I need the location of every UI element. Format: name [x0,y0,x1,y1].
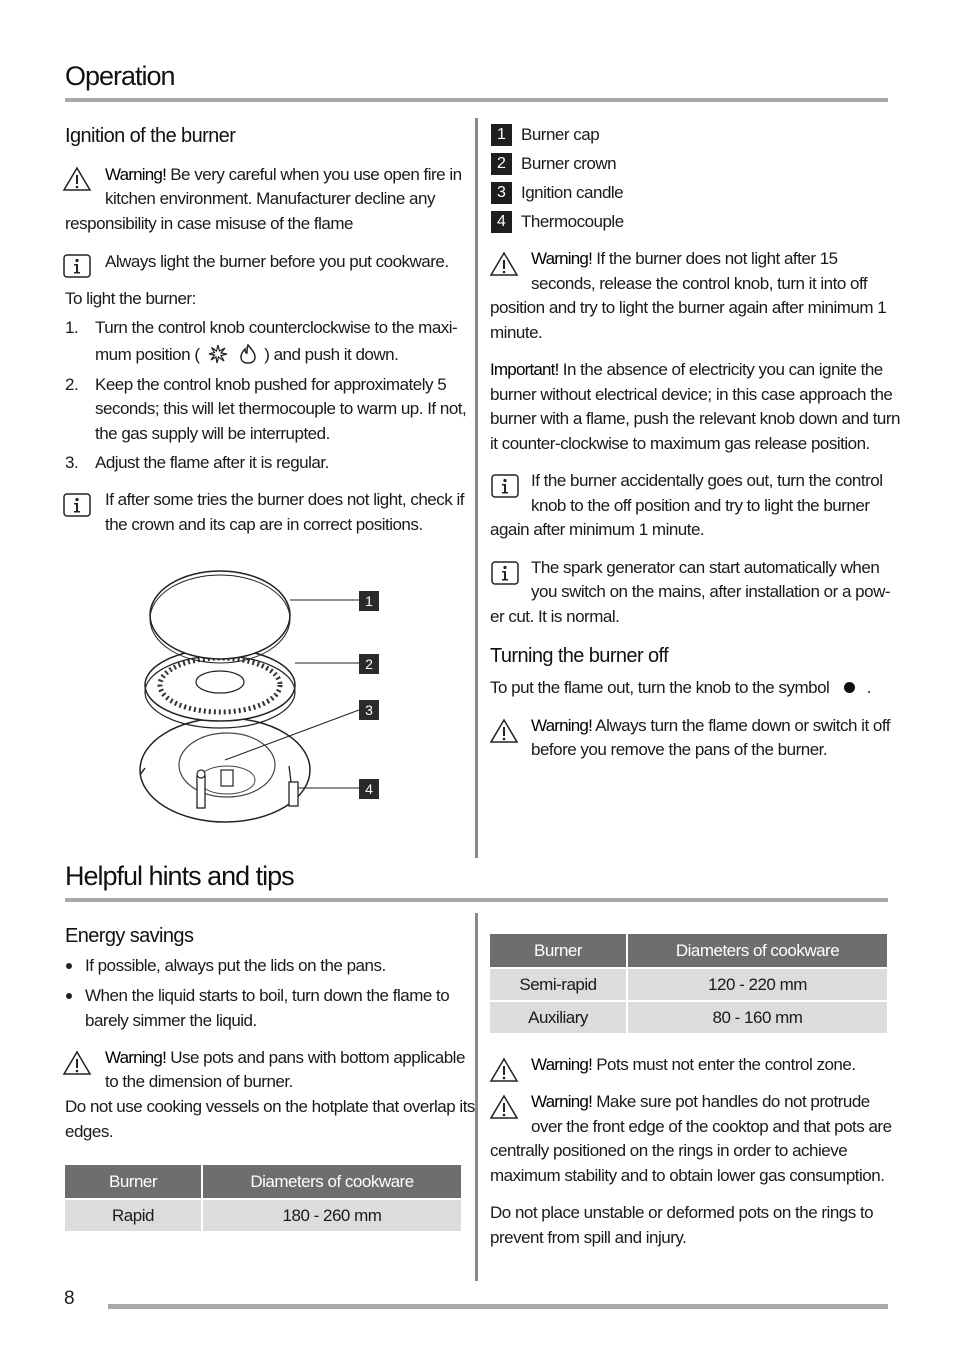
legend-number: 1 [491,124,512,146]
important-text: burner with a flame, push the relevant knob down and turn [490,409,900,428]
bullet-dot [66,963,72,969]
legend-number: 3 [491,182,512,204]
warning-line [105,163,462,188]
bullet-dot [66,993,72,999]
note-text: Do not use cooking vessels on the hotplate that overlap its [65,1097,475,1116]
table-header: Burner [490,934,627,968]
table-cell: 120 - 220 mm [627,968,887,1001]
bullet-text: If possible, always put the lids on the pans. [85,956,386,975]
important-text: In the absence of electricity you can ignite the [558,360,883,379]
callout-1: 1 [359,591,379,611]
step-number: 2. [65,375,79,394]
energy-heading: Energy savings [65,925,194,947]
cookware-table-others [490,934,887,1033]
warning-line [531,1053,856,1078]
warning-text: maximum stability and to obtain lower gas consumption. [490,1166,885,1185]
off-heading: Turning the burner off [490,645,669,667]
callout-4: 4 [359,779,379,799]
warning-text: over the front edge of the cooktop and that pots are [531,1117,892,1136]
step-text: the gas supply will be interrupted. [95,424,330,443]
burner-diagram [135,570,385,835]
note-text: edges. [65,1122,114,1141]
bullet-text: barely simmer the liquid. [85,1011,257,1030]
final-note: prevent from spill and injury. [490,1228,687,1247]
step-text: Turn the control knob counterclockwise to the maxi- [95,318,458,337]
info-text: The spark generator can start automatically when [531,558,880,577]
off-text [490,676,871,701]
warning-text: Be very careful when you use open fire in [166,165,462,184]
important-text: burner without electrical device; in this case approach the [490,385,893,404]
warning-line [105,1046,465,1071]
off-text: . [866,678,872,697]
info-icon [63,254,91,278]
warning-line [531,247,838,272]
info-text: you switch on the mains, after installation or a pow- [531,582,891,601]
legend-label: Burner cap [521,125,600,144]
warning-line [531,714,890,739]
warning-label: Warning! [105,1048,166,1067]
info-text: If the burner accidentally goes out, turn the control [531,471,883,490]
ignition-heading: Ignition of the burner [65,125,236,147]
flame-icon [240,344,256,364]
step-text: seconds; this will let thermocouple to warm up. If not, [95,399,467,418]
callout-2: 2 [359,654,379,674]
final-note: Do not place unstable or deformed pots on the rings to [490,1203,874,1222]
bullet-text: When the liquid starts to boil, turn down the flame to [85,986,450,1005]
spark-icon [208,344,228,364]
step-number: 1. [65,318,79,337]
warning-text: to the dimension of burner. [105,1072,293,1091]
warning-text: centrally positioned on the rings in order to achieve [490,1141,848,1160]
legend-label: Thermocouple [521,212,624,231]
warning-text: seconds, release the control knob, turn it into off [531,274,868,293]
legend-label: Ignition candle [521,183,624,202]
table-cell: Semi-rapid [490,968,627,1001]
step-text: Adjust the flame after it is regular. [95,453,329,472]
step-text [95,343,398,368]
warning-line [531,1090,870,1115]
warning-text: minute. [490,323,543,342]
warning-text: kitchen environment. Manufacturer decline any [105,189,435,208]
thermocouple [289,782,298,806]
warning-text: If the burner does not light after 15 [592,249,838,268]
warning-text: Pots must not enter the control zone. [592,1055,856,1074]
table-row [490,968,887,1001]
table-header: Diameters of cookware [627,934,887,968]
warning-label: Warning! [531,249,592,268]
warning-text: Use pots and pans with bottom applicable [166,1048,465,1067]
table-row [490,1001,887,1033]
table-cell: 80 - 160 mm [627,1001,887,1033]
info-icon [491,474,519,498]
info-text: If after some tries the burner does not light, check if [105,490,464,509]
table-row [65,1199,461,1231]
warning-label: Warning! [531,716,592,735]
table-cell: 180 - 260 mm [202,1199,461,1231]
info-icon [63,493,91,517]
column-divider [475,118,478,858]
legend-number: 4 [491,211,512,233]
section-title-operation: Operation [65,61,175,91]
info-text: the crown and its cap are in correct positions. [105,515,423,534]
warning-label: Warning! [531,1055,592,1074]
ignition-candle [197,776,205,808]
section-rule [65,898,888,902]
info-text: Always light the burner before you put cookware. [105,252,449,271]
warning-text: Make sure pot handles do not protrude [592,1092,870,1111]
warning-icon [489,718,519,744]
section-rule [65,98,888,102]
warning-icon [489,1057,519,1083]
warning-icon [62,166,92,192]
info-text: again after minimum 1 minute. [490,520,705,539]
step-text: ) and push it down. [264,345,399,364]
table-cell: Auxiliary [490,1001,627,1033]
cookware-table-rapid [65,1165,461,1231]
warning-text: before you remove the pans of the burner. [531,740,828,759]
table-header: Diameters of cookware [202,1165,461,1199]
info-text: knob to the off position and try to light the burner [531,496,870,515]
column-divider [475,913,478,1281]
warning-text: position and try to light the burner again after minimum 1 [490,298,887,317]
burner-cap [150,571,290,659]
warning-icon [489,251,519,277]
to-light-label: To light the burner: [65,289,196,308]
warning-text: Always turn the flame down or switch it off [592,716,890,735]
warning-icon [489,1094,519,1120]
warning-label: Warning! [105,165,166,184]
warning-text: responsibility in case misuse of the flame [65,214,353,233]
step-number: 3. [65,453,79,472]
step-text: Keep the control knob pushed for approximately 5 [95,375,447,394]
important-text: it counter-clockwise to maximum gas release position. [490,434,870,453]
off-text: To put the flame out, turn the knob to the symbol [490,678,830,697]
table-header: Burner [65,1165,202,1199]
info-icon [491,561,519,585]
table-cell: Rapid [65,1199,202,1231]
info-text: er cut. It is normal. [490,607,620,626]
warning-label: Warning! [531,1092,592,1111]
important-line [490,358,883,383]
legend-number: 2 [491,153,512,175]
off-symbol-icon [844,682,855,693]
page-number: 8 [64,1288,75,1309]
legend-label: Burner crown [521,154,617,173]
warning-icon [62,1050,92,1076]
section-title-hints: Helpful hints and tips [65,861,294,891]
callout-3: 3 [359,700,379,720]
step-text: mum position ( [95,345,200,364]
footer-rule [108,1304,888,1309]
important-label: Important! [490,360,559,379]
